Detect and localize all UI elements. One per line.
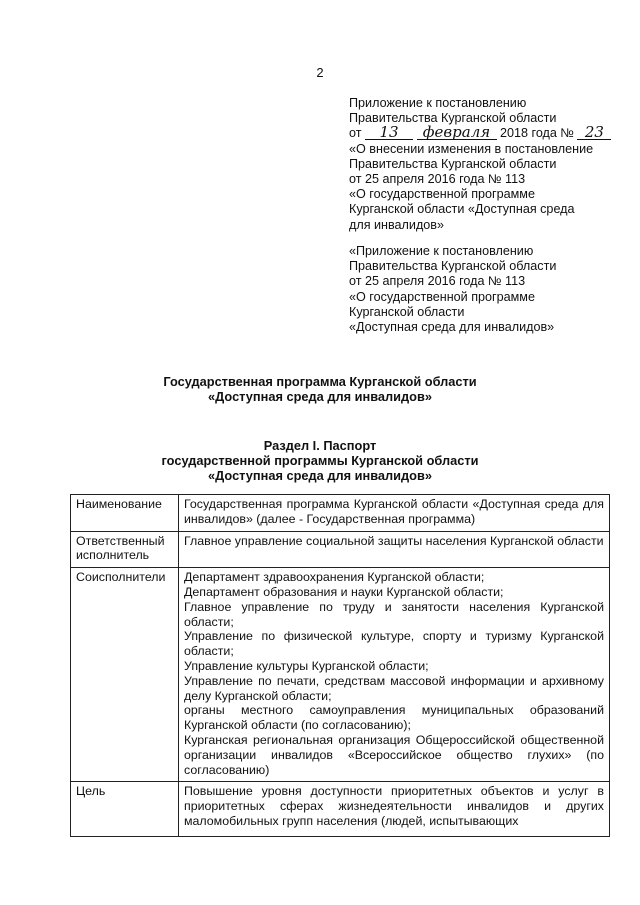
- table-row: [71, 782, 610, 837]
- handwritten-number: 23: [577, 126, 611, 140]
- from-prefix: от: [349, 126, 362, 141]
- appendix-date-line: [349, 123, 619, 142]
- section-title: [0, 438, 640, 484]
- content-paragraph: Главное управление социальной защиты населения Курганской области: [184, 533, 604, 548]
- section-title-line: Раздел I. Паспорт: [263, 438, 377, 453]
- appendix-line: «О государственной программе: [349, 289, 535, 304]
- content-paragraph: Управление по печати, средствам массовой информации и архивному делу Курганской области;: [184, 673, 604, 703]
- table-row: [71, 531, 610, 568]
- content-paragraph: Управление культуры Курганской области;: [184, 658, 429, 673]
- original-appendix-block: [349, 244, 619, 335]
- year-text: 2018 года №: [500, 126, 574, 141]
- content-paragraph: органы местного самоуправления муниципальных образований Курганской области (по согласованию);: [184, 703, 604, 733]
- handwritten-day: 13: [365, 126, 413, 140]
- content-paragraph: Государственная программа Курганской области «Доступная среда для инвалидов» (далее - Государственная программа): [184, 497, 604, 526]
- appendix-line: Приложение к постановлению: [349, 96, 527, 110]
- content-paragraph: Департамент образования и науки Курганской области;: [184, 584, 504, 599]
- program-title-line: «Доступная среда для инвалидов»: [208, 389, 432, 405]
- row-content: [179, 531, 610, 568]
- appendix-block: [349, 96, 619, 233]
- passport-table: [70, 494, 610, 837]
- appendix-line: Правительства Курганской области: [349, 259, 557, 274]
- appendix-line: Правительства Курганской области: [349, 156, 557, 171]
- row-content: [179, 495, 610, 532]
- appendix-line: от 25 апреля 2016 года № 113: [349, 172, 526, 187]
- row-label: Наименование: [71, 495, 179, 532]
- table-row: [71, 568, 610, 782]
- appendix-line: Курганской области «Доступная среда: [349, 202, 575, 217]
- appendix-line: Правительства Курганской области: [349, 111, 557, 126]
- row-content: [179, 782, 610, 837]
- table-row: [71, 495, 610, 532]
- row-label: Ответственный исполнитель: [71, 531, 179, 568]
- row-content: [179, 568, 610, 782]
- content-paragraph: Главное управление по труду и занятости населения Курганской области;: [184, 599, 604, 629]
- handwritten-month: февраля: [417, 126, 497, 140]
- appendix-line: «Доступная среда для инвалидов»: [349, 320, 555, 335]
- content-paragraph: Курганская региональная организация Общероссийской общественной организации инвалидов «Всероссийское общество глухих» (по согласованию): [184, 732, 604, 777]
- content-paragraph: Повышение уровня доступности приоритетных объектов и услуг в приоритетных сферах жизнедеятельности инвалидов и других маломобильных групп населения (людей, испытывающих: [184, 784, 604, 828]
- row-label: Цель: [71, 782, 179, 837]
- appendix-line: для инвалидов»: [349, 217, 444, 232]
- content-paragraph: Управление по физической культуре, спорту и туризму Курганской области;: [184, 629, 604, 659]
- page-number: 2: [316, 65, 324, 80]
- content-paragraph: Департамент здравоохранения Курганской области;: [184, 570, 485, 585]
- row-label: Соисполнители: [71, 568, 179, 782]
- program-title: [0, 374, 640, 404]
- section-title-line: государственной программы Курганской области: [161, 453, 479, 469]
- appendix-line: «О государственной программе: [349, 187, 535, 202]
- program-title-line: Государственная программа Курганской области: [163, 374, 477, 389]
- section-title-line: «Доступная среда для инвалидов»: [208, 468, 432, 484]
- appendix-line: «Приложение к постановлению: [349, 244, 534, 258]
- appendix-line: от 25 апреля 2016 года № 113: [349, 274, 526, 289]
- appendix-line: Курганской области: [349, 304, 465, 319]
- appendix-line: «О внесении изменения в постановление: [349, 141, 594, 156]
